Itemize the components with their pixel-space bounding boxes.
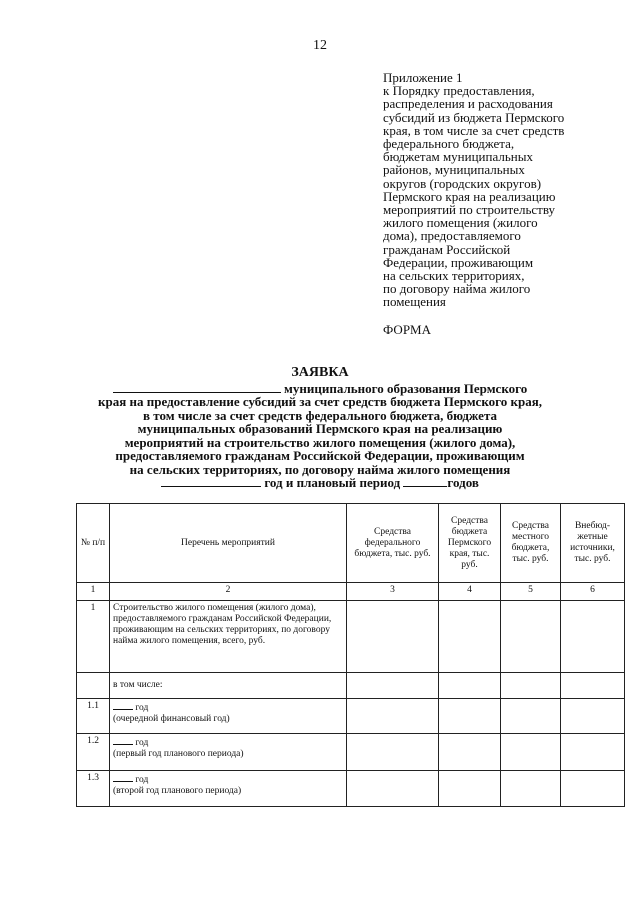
column-number-row xyxy=(77,583,625,601)
appendix-line: распределения и расходования xyxy=(383,96,553,112)
request-line: края на предоставление субсидий за счет средств бюджета Пермского края, xyxy=(98,394,542,409)
row-num: 1 xyxy=(77,601,110,673)
request-line: мероприятий на строительство жилого помещения (жилого дома), xyxy=(124,434,516,450)
table-row xyxy=(77,699,625,734)
municipality-blank[interactable] xyxy=(113,382,281,393)
header-local: Средства местного бюджета, тыс. руб. xyxy=(501,504,561,583)
value-cell[interactable] xyxy=(561,699,625,734)
value-cell[interactable] xyxy=(561,673,625,699)
request-line xyxy=(0,476,640,490)
row-num: 1.2 xyxy=(77,734,110,771)
table-row xyxy=(77,734,625,771)
appendix-block xyxy=(383,71,633,309)
column-number: 3 xyxy=(347,583,439,601)
value-cell[interactable] xyxy=(439,673,501,699)
year-word: год xyxy=(135,703,149,713)
request-line: на сельских территориях, по договору найма жилого помещения xyxy=(129,461,511,477)
row-num: 1.3 xyxy=(77,771,110,807)
appendix-line: гражданам Российской xyxy=(383,241,511,257)
request-table xyxy=(76,503,625,807)
year-blank[interactable] xyxy=(161,476,261,487)
request-line-text: годов xyxy=(447,475,479,490)
subrow-text xyxy=(110,699,347,734)
header-extrabudgetary: Внебюд-жетные источники, тыс. руб. xyxy=(561,504,625,583)
subrow-text xyxy=(110,771,347,807)
appendix-line: на сельских территориях, xyxy=(383,268,525,284)
value-cell[interactable] xyxy=(561,601,625,673)
value-cell[interactable] xyxy=(439,771,501,807)
header-regional: Средства бюджета Пермского края, тыс. руб. xyxy=(439,504,501,583)
value-cell[interactable] xyxy=(561,771,625,807)
year-word: год xyxy=(135,738,149,748)
appendix-line: федерального бюджета, xyxy=(383,136,515,152)
appendix-line: субсидий из бюджета Пермского xyxy=(383,109,565,125)
appendix-line: округов (городских округов) xyxy=(383,175,542,191)
table-header-row xyxy=(77,504,625,583)
value-cell[interactable] xyxy=(561,734,625,771)
request-line-text: год и плановый период xyxy=(264,475,401,490)
header-federal: Средства федерального бюджета, тыс. руб. xyxy=(347,504,439,583)
row-num: 1.1 xyxy=(77,699,110,734)
appendix-line: мероприятий по строительству xyxy=(383,202,556,218)
appendix-line: Федерации, проживающим xyxy=(383,254,534,270)
value-cell[interactable] xyxy=(439,601,501,673)
page-number: 12 xyxy=(313,38,327,53)
value-cell[interactable] xyxy=(439,699,501,734)
header-num: № п/п xyxy=(77,504,110,583)
subrow-note: (второй год планового периода) xyxy=(113,786,242,796)
value-cell[interactable] xyxy=(501,601,561,673)
row-text: Строительство жилого помещения (жилого дома), предоставляемого гражданам Российской Федерации, проживающим на сельских территориях, по договору найма жилого помещения, всего, руб. xyxy=(110,601,347,673)
request-line: муниципальных образований Пермского края на реализацию xyxy=(137,421,503,436)
year-word: год xyxy=(135,775,149,785)
column-number: 4 xyxy=(439,583,501,601)
appendix-line: по договору найма жилого xyxy=(383,281,531,297)
request-heading xyxy=(0,366,640,490)
value-cell[interactable] xyxy=(347,734,439,771)
value-cell[interactable] xyxy=(347,601,439,673)
subrow-note: (первый год планового периода) xyxy=(113,749,244,759)
value-cell[interactable] xyxy=(347,673,439,699)
appendix-line: дома), предоставляемого xyxy=(383,228,521,244)
table-row xyxy=(77,673,625,699)
subrow-note: (очередной финансовый год) xyxy=(113,714,230,724)
including-label: в том числе: xyxy=(110,673,347,699)
appendix-line: Пермского края на реализацию xyxy=(383,188,556,204)
value-cell[interactable] xyxy=(501,699,561,734)
appendix-line: помещения xyxy=(383,294,446,310)
request-title: ЗАЯВКА xyxy=(291,365,349,380)
value-cell[interactable] xyxy=(347,771,439,807)
year-blank[interactable] xyxy=(113,701,133,710)
value-cell[interactable] xyxy=(439,734,501,771)
value-cell[interactable] xyxy=(501,673,561,699)
request-line-text: муниципального образования Пермского xyxy=(284,380,528,396)
appendix-line: жилого помещения (жилого xyxy=(383,215,538,231)
request-line xyxy=(0,382,640,396)
request-line: предоставляемого гражданам Российской Федерации, проживающим xyxy=(115,448,525,463)
appendix-line: Приложение 1 xyxy=(383,70,463,85)
header-activities: Перечень мероприятий xyxy=(110,504,347,583)
column-number: 1 xyxy=(77,583,110,601)
value-cell[interactable] xyxy=(501,734,561,771)
table-row xyxy=(77,601,625,673)
column-number: 5 xyxy=(501,583,561,601)
column-number: 6 xyxy=(561,583,625,601)
column-number: 2 xyxy=(110,583,347,601)
appendix-line: к Порядку предоставления, xyxy=(383,83,535,99)
planning-years-blank[interactable] xyxy=(403,476,447,487)
appendix-line: бюджетам муниципальных xyxy=(383,149,533,165)
table-row xyxy=(77,771,625,807)
value-cell[interactable] xyxy=(501,771,561,807)
request-line: в том числе за счет средств федерального бюджета, бюджета xyxy=(142,407,497,423)
appendix-line: районов, муниципальных xyxy=(383,162,525,178)
form-label: ФОРМА xyxy=(383,322,431,337)
year-blank[interactable] xyxy=(113,736,133,745)
row-num xyxy=(77,673,110,699)
subrow-text xyxy=(110,734,347,771)
value-cell[interactable] xyxy=(347,699,439,734)
appendix-line: края, в том числе за счет средств xyxy=(383,122,565,138)
year-blank[interactable] xyxy=(113,773,133,782)
